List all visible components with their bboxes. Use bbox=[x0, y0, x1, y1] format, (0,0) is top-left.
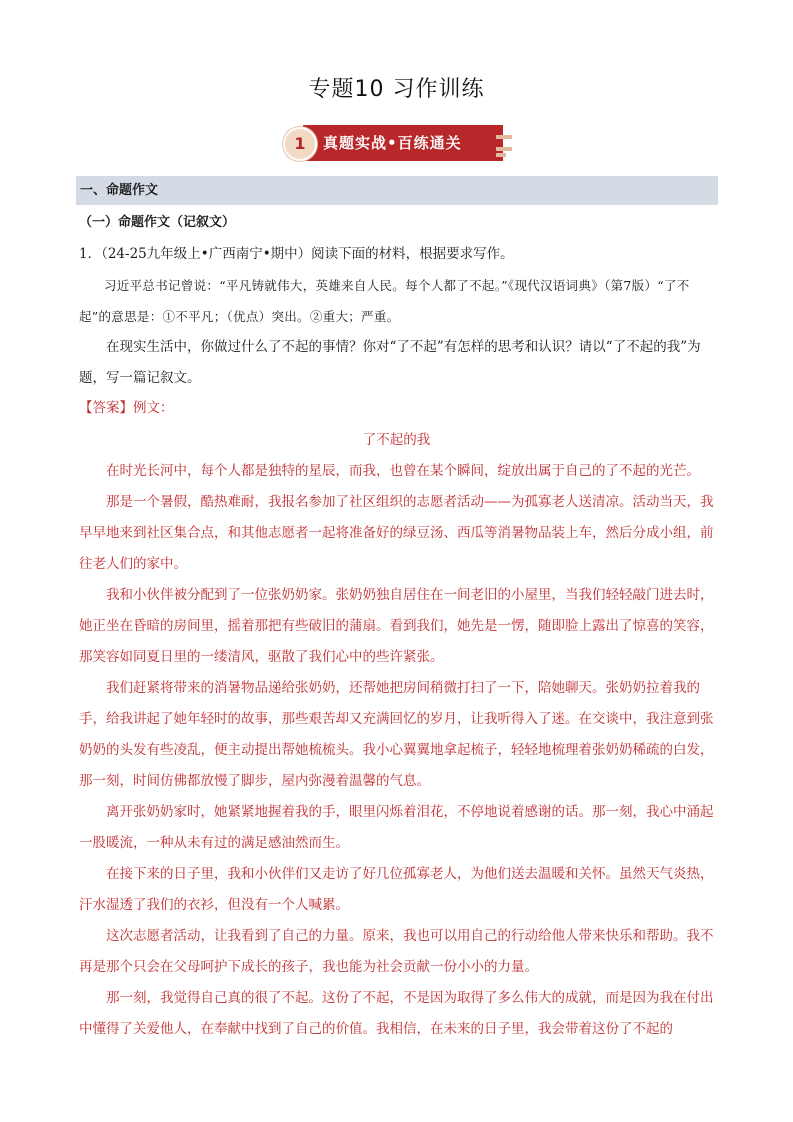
banner-decoration bbox=[496, 135, 512, 139]
essay-paragraph: 那是一个暑假，酷热难耐，我报名参加了社区组织的志愿者活动——为孤寡老人送清凉。活动当天，我早早地来到社区集合点，和其他志愿者一起将准备好的绿豆汤、西瓜等消暑物品装上车，然后分成小组，前往老人们的家中。 bbox=[79, 494, 714, 572]
essay-title: 了不起的我 bbox=[362, 432, 431, 448]
section-banner bbox=[283, 123, 515, 163]
banner-label: 真题实战•百练通关 bbox=[323, 134, 462, 152]
essay-paragraph: 我和小伙伴被分配到了一位张奶奶家。张奶奶独自居住在一间老旧的小屋里，当我们轻轻敲门进去时，她正坐在昏暗的房间里，摇着那把有些破旧的蒲扇。看到我们，她先是一愣，随即脸上露出了惊喜的笑容，那笑容如同夏日里的一缕清风，驱散了我们心中的些许紧张。 bbox=[79, 587, 714, 665]
sub-heading: （一）命题作文（记叙文） bbox=[79, 215, 236, 230]
essay-paragraph: 离开张奶奶家时，她紧紧地握着我的手，眼里闪烁着泪花，不停地说着感谢的话。那一刻，我心中涌起一股暖流，一种从未有过的满足感油然而生。 bbox=[79, 804, 714, 851]
answer-tag: 【答案】 bbox=[79, 400, 133, 416]
essay-paragraph: 我们赶紧将带来的消暑物品递给张奶奶，还帮她把房间稍微打扫了一下，陪她聊天。张奶奶拉着我的手，给我讲起了她年轻时的故事，那些艰苦却又充满回忆的岁月，让我听得入了迷。在交谈中，我注意到张奶奶的头发有些凌乱，便主动提出帮她梳梳头。我小心翼翼地拿起梳子，轻轻地梳理着张奶奶稀疏的白发，那一刻，时间仿佛都放慢了脚步，屋内弥漫着温馨的气息。 bbox=[79, 680, 714, 789]
essay-paragraph: 在接下来的日子里，我和小伙伴们又走访了好几位孤寡老人，为他们送去温暖和关怀。虽然天气炎热，汗水湿透了我们的衣衫，但没有一个人喊累。 bbox=[79, 866, 714, 913]
section-heading: 一、命题作文 bbox=[76, 176, 718, 205]
banner-decoration bbox=[496, 147, 512, 151]
essay-body bbox=[79, 456, 719, 1045]
question-material: 习近平总书记曾说：“平凡铸就伟大，英雄来自人民。每个人都了不起。”《现代汉语词典》（第7版）“了不起”的意思是：①不平凡；（优点）突出。②重大；严重。 bbox=[79, 278, 690, 324]
essay-paragraph: 这次志愿者活动，让我看到了自己的力量。原来，我也可以用自己的行动给他人带来快乐和帮助。我不再是那个只会在父母呵护下成长的孩子，我也能为社会贡献一份小小的力量。 bbox=[79, 928, 714, 975]
page-title: 专题10 习作训练 bbox=[308, 77, 485, 102]
banner-number-badge: 1 bbox=[283, 127, 317, 161]
question-prompt: 在现实生活中，你做过什么了不起的事情？你对“了不起”有怎样的思考和认识？请以“了不起的我”为题，写一篇记叙文。 bbox=[79, 339, 701, 386]
essay-paragraph: 那一刻，我觉得自己真的很了不起。这份了不起，不是因为取得了多么伟大的成就，而是因为我在付出中懂得了关爱他人，在奉献中找到了自己的价值。我相信，在未来的日子里，我会带着这份了不起的 bbox=[79, 990, 714, 1037]
answer-example-label: 例文： bbox=[133, 400, 174, 416]
essay-paragraph: 在时光长河中，每个人都是独特的星辰，而我，也曾在某个瞬间，绽放出属于自己的了不起的光芒。 bbox=[106, 463, 700, 479]
answer-label bbox=[79, 396, 174, 416]
question-stem: 1．（24-25九年级上•广西南宁•期中）阅读下面的材料，根据要求写作。 bbox=[79, 246, 514, 262]
banner-decoration bbox=[496, 153, 506, 157]
